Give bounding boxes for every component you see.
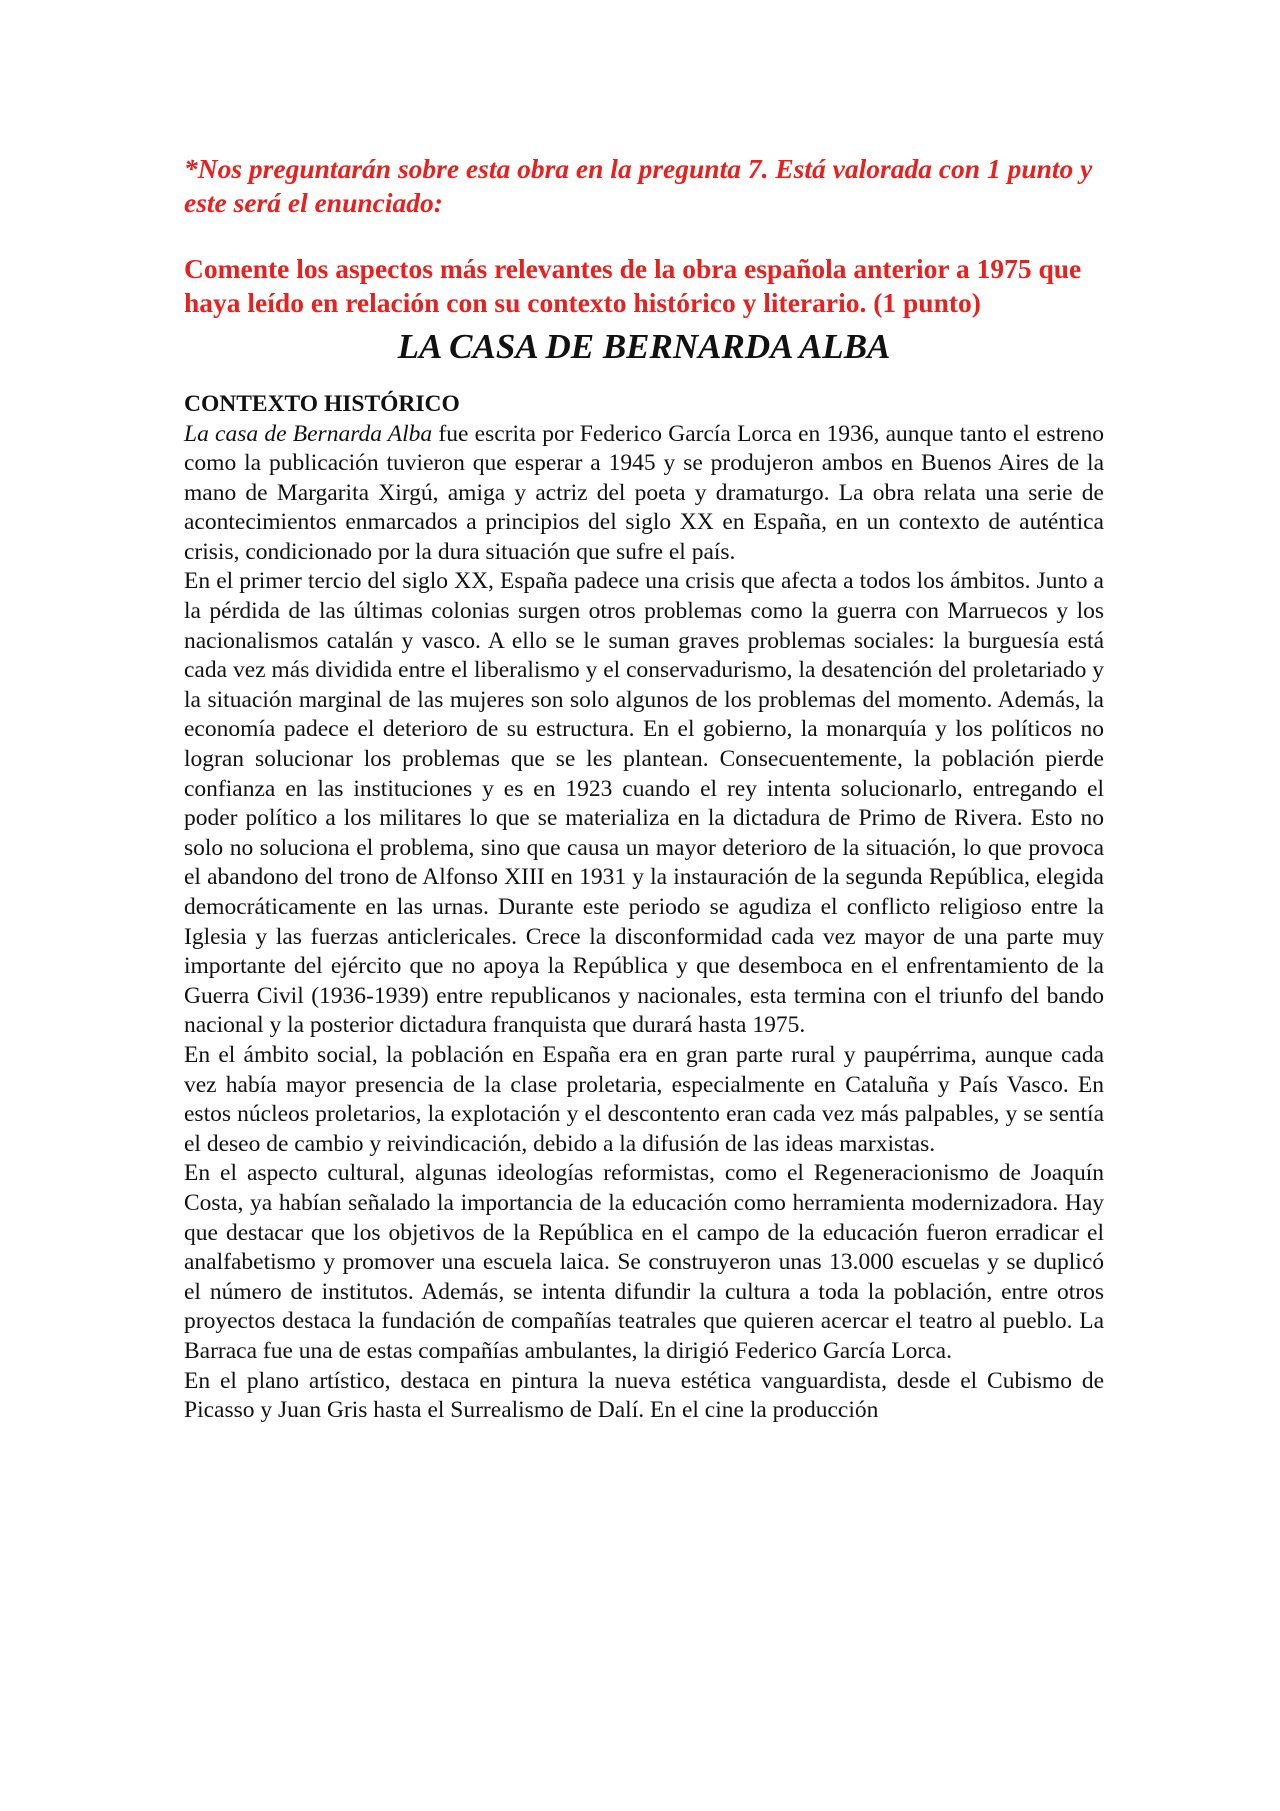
exam-prompt: Comente los aspectos más relevantes de la obra española anterior a 1975 que haya leído en relación con su contexto histórico y literario. (1 punto) bbox=[184, 253, 1082, 318]
exam-note: *Nos preguntarán sobre esta obra en la pregunta 7. Está valorada con 1 punto y este será el enunciado: bbox=[184, 153, 1093, 218]
document-page bbox=[184, 152, 1104, 1426]
paragraph-cultural: En el aspecto cultural, algunas ideologías reformistas, como el Regeneracionismo de Joaquín Costa, ya habían señalado la importancia de la educación como herramienta modernizadora. Hay que destacar que los objetivos de la República en el campo de la educación fueron erradicar el analfabetismo y promover una escuela laica. Se construyeron unas 13.000 escuelas y se duplicó el número de institutos. Además, se intenta difundir la cultura a toda la población, entre otros proyectos destaca la fundación de compañías teatrales que quieren acercar el teatro al pueblo. La Barraca fue una de estas compañías ambulantes, la dirigió Federico García Lorca. bbox=[184, 1160, 1104, 1364]
paragraph-text: fue escrita por Federico García Lorca en 1936, aunque tanto el estreno como la publicación tuvieron que esperar a 1945 y se produjeron ambos en Buenos Aires de la mano de Margarita Xirgú, amiga y actriz del poeta y dramaturgo. La obra relata una serie de acontecimientos enmarcados a principios del siglo XX en España, en un contexto de auténtica crisis, condicionado por la dura situación que sufre el país. bbox=[184, 420, 1104, 565]
paragraph-history: En el primer tercio del siglo XX, España padece una crisis que afecta a todos los ámbitos. Junto a la pérdida de las últimas colonias surgen otros problemas como la guerra con Marruecos y los nacionalismos catalán y vasco. A ello se le suman graves problemas sociales: la burguesía está cada vez más dividida entre el liberalismo y el conservadurismo, la desatención del proletariado y la situación marginal de las mujeres son solo algunos de los problemas del momento. Además, la economía padece el deterioro de su estructura. En el gobierno, la monarquía y los políticos no logran solucionar los problemas que se les plantean. Consecuentemente, la población pierde confianza en las instituciones y es en 1923 cuando el rey intenta solucionarlo, entregando el poder político a los militares lo que se materializa en la dictadura de Primo de Rivera. Esto no solo no soluciona el problema, sino que causa un mayor deterioro de la situación, lo que provoca el abandono del trono de Alfonso XIII en 1931 y la instauración de la segunda República, elegida democráticamente en las urnas. Durante este periodo se agudiza el conflicto religioso entre la Iglesia y las fuerzas anticlericales. Crece la disconformidad cada vez mayor de una parte muy importante del ejército que no apoya la República y que desemboca en el enfrentamiento de la Guerra Civil (1936-1939) entre republicanos y nacionales, esta termina con el triunfo del bando nacional y la posterior dictadura franquista que durará hasta 1975. bbox=[184, 568, 1104, 1039]
paragraph-intro bbox=[184, 420, 1104, 568]
section-heading: CONTEXTO HISTÓRICO bbox=[184, 391, 460, 417]
work-title-inline: La casa de Bernarda Alba bbox=[184, 420, 433, 447]
work-title: LA CASA DE BERNARDA ALBA bbox=[397, 327, 891, 366]
paragraph-artistic: En el plano artístico, destaca en pintura la nueva estética vanguardista, desde el Cubismo de Picasso y Juan Gris hasta el Surrealismo de Dalí. En el cine la producción bbox=[184, 1367, 1104, 1424]
paragraph-social: En el ámbito social, la población en España era en gran parte rural y paupérrima, aunque cada vez había mayor presencia de la clase proletaria, especialmente en Cataluña y País Vasco. En estos núcleos proletarios, la explotación y el descontento eran cada vez más palpables, y se sentía el deseo de cambio y reivindicación, debido a la difusión de las ideas marxistas. bbox=[184, 1041, 1104, 1157]
